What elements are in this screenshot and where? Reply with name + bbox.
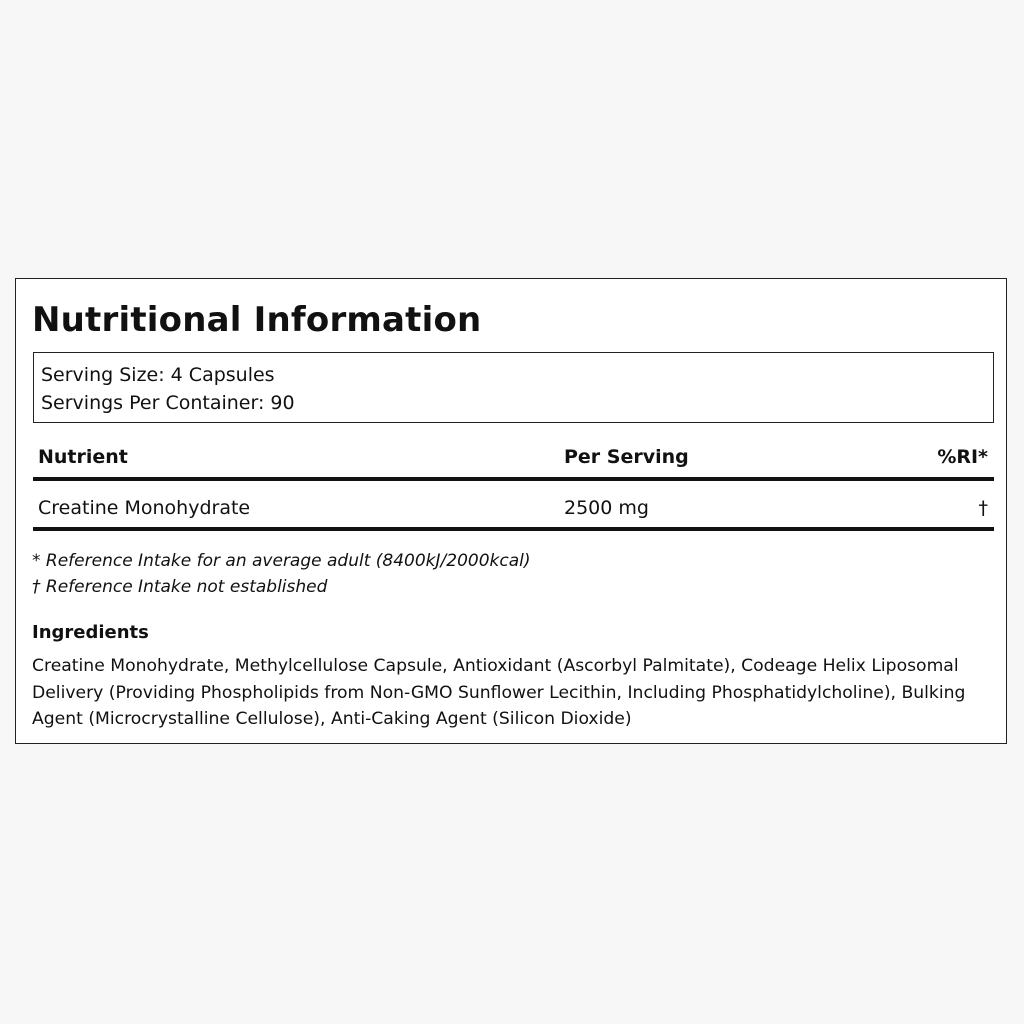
header-nutrient: Nutrient xyxy=(38,446,128,468)
row-nutrient-name: Creatine Monohydrate xyxy=(38,497,251,519)
ingredients-heading: Ingredients xyxy=(32,622,149,643)
servings-per-container: Servings Per Container: 90 xyxy=(41,392,295,414)
header-divider xyxy=(33,477,994,481)
row-per-serving-value: 2500 mg xyxy=(564,497,649,519)
row-divider xyxy=(33,527,994,531)
serving-info-box xyxy=(33,352,994,423)
nutrition-panel xyxy=(15,278,1007,744)
header-ri: %RI* xyxy=(937,446,988,468)
row-ri-value: † xyxy=(978,497,988,519)
footnote-not-established: † Reference Intake not established xyxy=(32,577,328,597)
panel-title: Nutritional Information xyxy=(32,300,482,340)
header-per-serving: Per Serving xyxy=(564,446,689,468)
footnote-reference-intake: * Reference Intake for an average adult (8400kJ/2000kcal) xyxy=(32,551,531,571)
serving-size: Serving Size: 4 Capsules xyxy=(41,364,275,386)
ingredients-text: Creatine Monohydrate, Methylcellulose Capsule, Antioxidant (Ascorbyl Palmitate), Codeage Helix Liposomal Delivery (Providing Phospholipids from Non-GMO Sunflower Lecithin, Including Phosphatidylcholine), Bulking Agent (Microcrystalline Cellulose), Anti-Caking Agent (Silicon Dioxide) xyxy=(32,656,966,729)
